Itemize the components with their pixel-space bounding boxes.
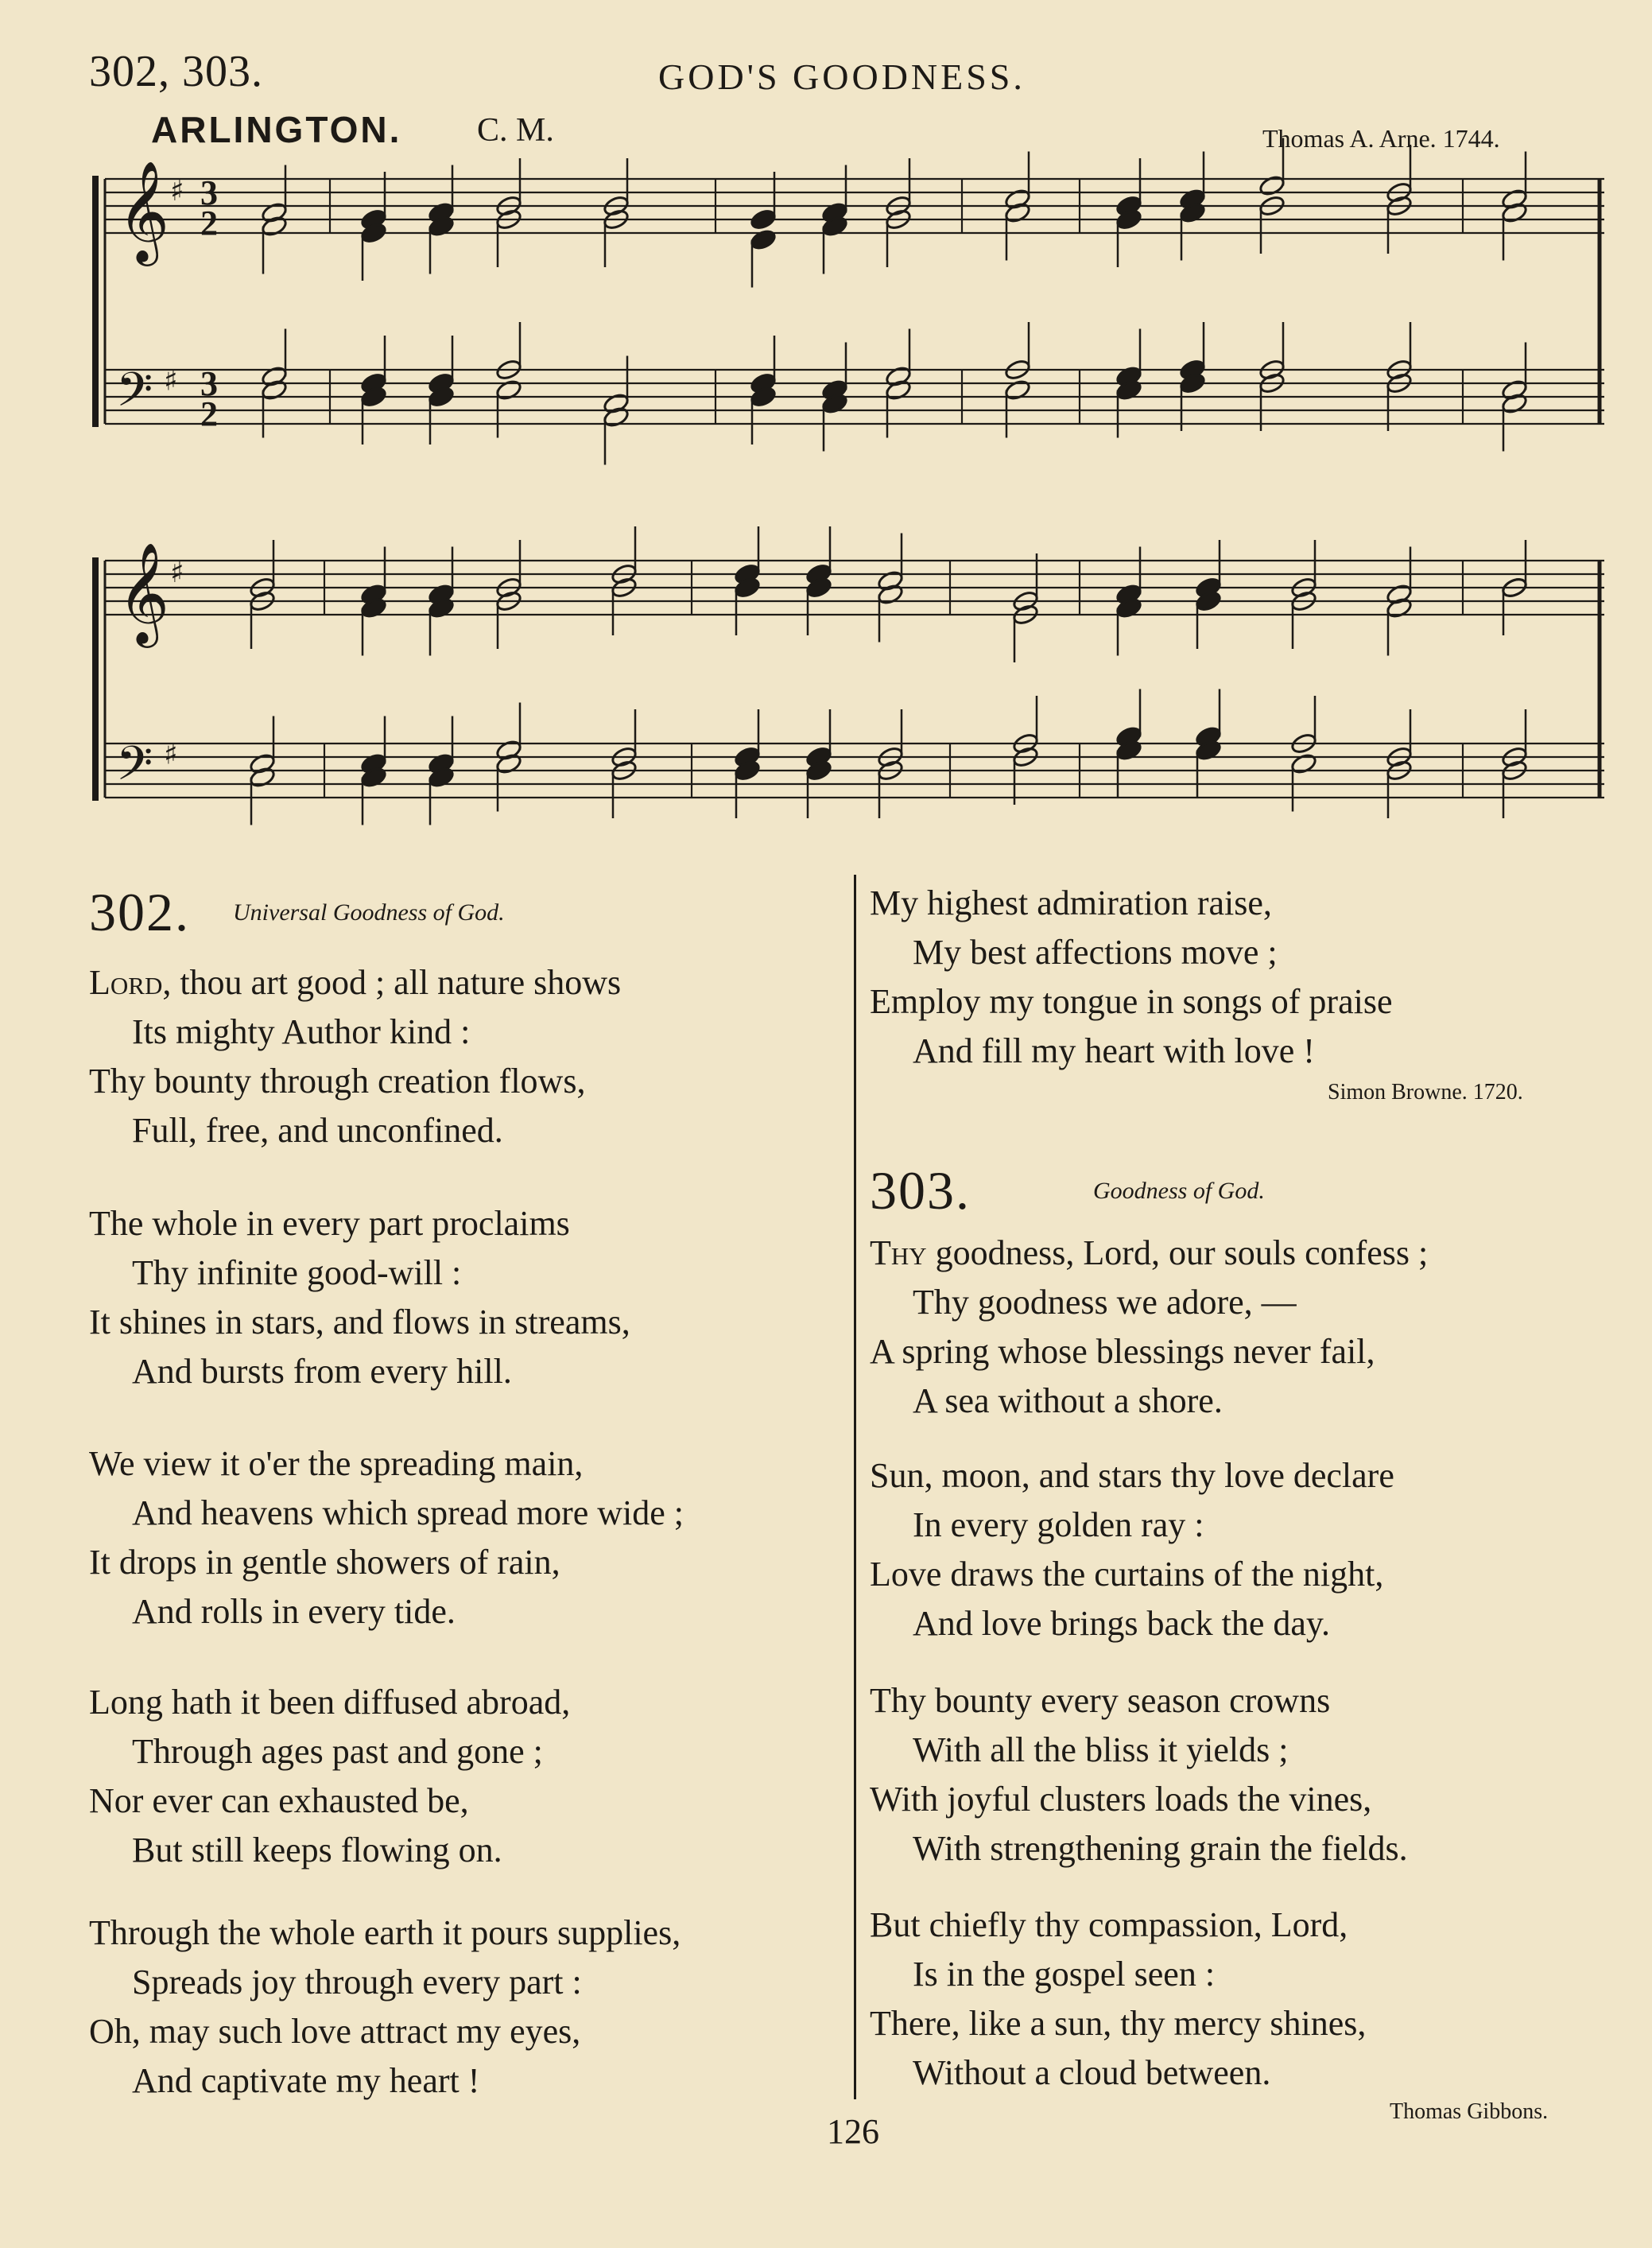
stanza-line: Without a cloud between.	[913, 2053, 1271, 2092]
stanza-line: Thy goodness we adore, —	[913, 1283, 1297, 1322]
note-head	[1004, 359, 1032, 382]
stanza-line: There, like a sun, thy mercy shines,	[870, 2004, 1367, 2043]
note-head	[1195, 577, 1223, 600]
page-title: GOD'S GOODNESS.	[658, 56, 1026, 97]
note-head	[611, 563, 638, 586]
stanza-line: Long hath it been diffused abroad,	[89, 1683, 571, 1722]
note-head	[360, 583, 388, 606]
note-head	[1115, 379, 1143, 402]
note-head	[1386, 583, 1414, 606]
note-head	[249, 590, 277, 613]
note-head	[1501, 201, 1529, 224]
system-2-treble	[105, 561, 1604, 615]
note-head	[750, 208, 778, 231]
hymn-numbers-header: 302, 303.	[89, 47, 263, 96]
stanza-line: With strengthening grain the fields.	[913, 1829, 1408, 1868]
stanza-line: Through ages past and gone ;	[132, 1732, 543, 1771]
note-head	[249, 577, 277, 600]
stanza-line: In every golden ray :	[913, 1505, 1204, 1544]
stanza-line: And heavens which spread more wide ;	[132, 1493, 684, 1532]
note-head	[1501, 577, 1529, 600]
note-head	[1501, 379, 1529, 402]
stanza-line: And bursts from every hill.	[132, 1352, 512, 1391]
note-head	[1012, 746, 1040, 769]
note-head	[1501, 188, 1529, 211]
note-head	[360, 752, 388, 775]
note-head	[1115, 208, 1143, 231]
hymn-302-first-word: Lord,	[89, 963, 172, 1002]
note-head	[1501, 746, 1529, 769]
note-head	[1290, 577, 1318, 600]
note-head	[885, 365, 913, 388]
note-head	[1179, 359, 1207, 382]
note-head	[1386, 195, 1414, 218]
note-head	[360, 386, 388, 409]
note-head	[261, 201, 289, 224]
note-head	[885, 208, 913, 231]
note-head	[734, 563, 762, 586]
stanza-line: Spreads joy through every part :	[132, 1963, 582, 2001]
note-head	[1386, 596, 1414, 619]
stanza-line: My best affections move ;	[913, 933, 1278, 972]
stanza-line: Employ my tongue in songs of praise	[870, 982, 1393, 1021]
system-1-treble	[105, 179, 1604, 233]
hymn-302-stanza-5	[89, 1908, 681, 2106]
stanza-line: Nor ever can exhausted be,	[89, 1781, 469, 1820]
note-head	[428, 583, 456, 606]
note-head	[805, 563, 833, 586]
note-head	[1004, 201, 1032, 224]
stanza-line: Love draws the curtains of the night,	[870, 1555, 1384, 1594]
hymn-302-stanza-4	[89, 1678, 570, 1875]
hymn-302-number: 302.	[89, 882, 190, 942]
note-head	[1115, 596, 1143, 619]
note-head	[1501, 577, 1529, 600]
note-head	[495, 359, 523, 382]
stanza-line: It shines in stars, and flows in streams,	[89, 1303, 630, 1341]
note-head	[1501, 392, 1529, 415]
note-head	[249, 752, 277, 775]
note-head	[603, 208, 630, 231]
note-head	[1258, 174, 1286, 197]
note-head	[1290, 752, 1318, 775]
stanza-line: Through the whole earth it pours supplies,	[89, 1913, 681, 1952]
note-head	[611, 746, 638, 769]
stanza-line: goodness, Lord, our souls confess ;	[935, 1233, 1429, 1272]
note-head	[1012, 590, 1040, 613]
stanza-line: Thy bounty through creation flows,	[89, 1062, 586, 1101]
system-2-bass	[105, 744, 1604, 798]
note-head	[249, 766, 277, 789]
hymn-303-first-word: Thy	[870, 1233, 927, 1272]
note-head	[360, 372, 388, 395]
note-head	[1179, 372, 1207, 395]
note-head	[1115, 583, 1143, 606]
note-head	[428, 596, 456, 619]
note-head	[1386, 759, 1414, 782]
stanza-line: My highest admiration raise,	[870, 883, 1272, 922]
note-head	[877, 569, 905, 592]
note-head	[750, 386, 778, 409]
hymn-302-stanza-2	[89, 1199, 630, 1396]
note-head	[1115, 365, 1143, 388]
note-head	[1501, 759, 1529, 782]
hymn-303-author: Thomas Gibbons.	[1390, 2099, 1549, 2124]
note-head	[1115, 195, 1143, 218]
note-head	[1012, 604, 1040, 627]
note-head	[495, 752, 523, 775]
stanza-line: Thy bounty every season crowns	[870, 1681, 1331, 1720]
hymn-302-subtitle: Universal Goodness of God.	[233, 899, 505, 926]
hymn-303-stanza-4	[870, 1901, 1366, 2098]
time-signature-bottom: 2	[200, 204, 218, 243]
system-1-bass	[105, 370, 1604, 424]
treble-clef-icon: 𝄞	[118, 160, 170, 262]
note-head	[428, 201, 456, 224]
column-divider	[854, 875, 856, 2099]
stanza-line: Sun, moon, and stars thy love declare	[870, 1456, 1394, 1495]
hymn-303-stanza-1	[870, 1229, 1428, 1426]
note-head	[495, 739, 523, 762]
note-head	[734, 759, 762, 782]
bass-clef-icon: 𝄢	[116, 362, 153, 429]
note-head	[734, 577, 762, 600]
hymn-303-stanza-3	[870, 1676, 1408, 1873]
stanza-line: The whole in every part proclaims	[89, 1204, 570, 1243]
hymn-303-stanza-2	[870, 1451, 1394, 1648]
note-head	[611, 759, 638, 782]
stanza-line: We view it o'er the spreading main,	[89, 1444, 584, 1483]
note-head	[1258, 195, 1286, 218]
note-head	[1258, 359, 1286, 382]
note-head	[1195, 739, 1223, 762]
tune-meter: C. M.	[477, 112, 554, 149]
note-head	[1195, 590, 1223, 613]
stanza-line: And love brings back the day.	[913, 1604, 1331, 1643]
stanza-line: Oh, may such love attract my eyes,	[89, 2012, 581, 2051]
stanza-line: Thy infinite good-will :	[132, 1253, 462, 1292]
note-head	[805, 746, 833, 769]
note-head	[1179, 188, 1207, 211]
note-head	[495, 577, 523, 600]
note-head	[821, 201, 849, 224]
note-head	[495, 379, 523, 402]
note-head	[885, 379, 913, 402]
stanza-line: With joyful clusters loads the vines,	[870, 1780, 1372, 1819]
tune-name: ARLINGTON.	[151, 109, 402, 150]
note-head	[750, 228, 778, 251]
note-head	[1004, 188, 1032, 211]
note-head	[1386, 181, 1414, 204]
note-head	[360, 596, 388, 619]
stanza-line: And captivate my heart !	[132, 2061, 480, 2100]
stanza-line: But chiefly thy compassion, Lord,	[870, 1905, 1348, 1944]
note-head	[1012, 732, 1040, 755]
hymn-302-stanza-3	[89, 1439, 684, 1636]
note-head	[821, 215, 849, 238]
note-head	[428, 766, 456, 789]
note-head	[821, 392, 849, 415]
note-head	[603, 406, 630, 429]
note-head	[1290, 732, 1318, 755]
sharp-icon: ♯	[170, 557, 184, 589]
stanza-line: With all the bliss it yields ;	[913, 1730, 1289, 1769]
stanza-line: Is in the gospel seen :	[913, 1955, 1216, 1994]
note-head	[495, 590, 523, 613]
note-head	[428, 372, 456, 395]
hymn-303-subtitle: Goodness of God.	[1093, 1177, 1265, 1204]
stanza-line: Full, free, and unconfined.	[132, 1111, 503, 1150]
note-head	[877, 759, 905, 782]
time-signature-top: 3	[200, 173, 218, 212]
note-head	[1195, 725, 1223, 748]
system-brace	[92, 557, 99, 801]
note-head	[1386, 359, 1414, 382]
note-head	[603, 392, 630, 415]
note-head	[1386, 372, 1414, 395]
hymn-303-heading	[870, 1159, 1265, 1223]
sharp-icon: ♯	[170, 175, 184, 208]
hymn-302-heading	[89, 881, 505, 945]
stanza-line: A sea without a shore.	[913, 1381, 1223, 1420]
note-head	[261, 215, 289, 238]
stanza-line: thou art good ; all nature shows	[180, 963, 622, 1002]
sharp-icon: ♯	[164, 364, 178, 398]
note-head	[495, 208, 523, 231]
note-head	[428, 752, 456, 775]
note-head	[1115, 725, 1143, 748]
note-head	[1004, 379, 1032, 402]
note-head	[360, 222, 388, 245]
note-head	[821, 379, 849, 402]
note-head	[495, 195, 523, 218]
page-number: 126	[827, 2112, 879, 2151]
hymn-303-number: 303.	[870, 1160, 971, 1221]
hymn-302-stanza-1	[89, 958, 621, 1155]
time-signature-top: 3	[200, 364, 218, 403]
stanza-line: But still keeps flowing on.	[132, 1831, 502, 1869]
note-head	[1290, 590, 1318, 613]
note-head	[877, 746, 905, 769]
note-head	[805, 577, 833, 600]
time-signature-bottom: 2	[200, 394, 218, 433]
stanza-line: And rolls in every tide.	[132, 1592, 456, 1631]
stanza-line: It drops in gentle showers of rain,	[89, 1543, 560, 1582]
note-head	[428, 386, 456, 409]
note-head	[734, 746, 762, 769]
note-head	[611, 577, 638, 600]
stanza-line: And fill my heart with love !	[913, 1031, 1315, 1070]
note-head	[428, 215, 456, 238]
note-head	[885, 195, 913, 218]
hymn-302-author: Simon Browne. 1720.	[1328, 1080, 1523, 1105]
note-head	[805, 759, 833, 782]
note-head	[877, 583, 905, 606]
note-head	[1179, 201, 1207, 224]
note-head	[603, 195, 630, 218]
note-head	[1258, 372, 1286, 395]
stanza-line: Its mighty Author kind :	[132, 1012, 471, 1051]
note-head	[261, 365, 289, 388]
note-head	[360, 208, 388, 231]
bass-clef-icon: 𝄢	[116, 736, 153, 802]
note-head	[1386, 746, 1414, 769]
note-head	[261, 379, 289, 402]
tune-composer: Thomas A. Arne. 1744.	[1262, 124, 1500, 153]
treble-clef-icon: 𝄞	[118, 542, 170, 643]
system-brace	[92, 176, 99, 427]
note-head	[360, 766, 388, 789]
hymn-302-stanza-6	[870, 879, 1393, 1076]
note-head	[1115, 739, 1143, 762]
stanza-line: A spring whose blessings never fail,	[870, 1332, 1375, 1371]
sharp-icon: ♯	[164, 738, 178, 771]
note-head	[750, 372, 778, 395]
